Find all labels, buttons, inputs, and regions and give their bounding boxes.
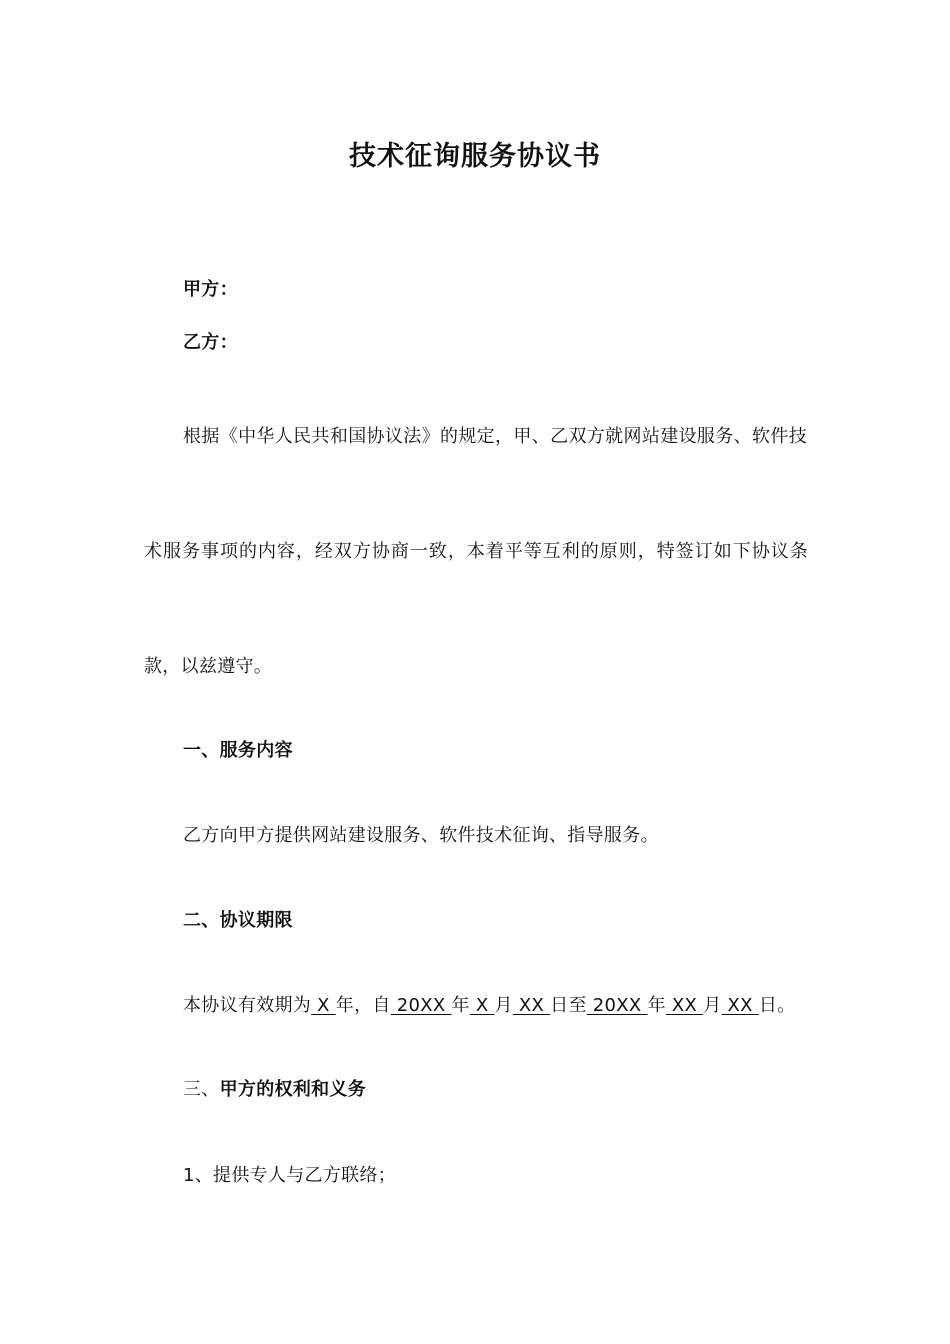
term-text: 本协议有效期为	[183, 995, 312, 1016]
term-text: 年	[451, 995, 470, 1016]
section-1-body: 乙方向甲方提供网站建设服务、软件技术征询、指导服务。	[183, 825, 659, 846]
preamble-line-2: 术服务事项的内容，经双方协商一致，本着平等互利的原则，特签订如下协议条	[144, 541, 808, 562]
term-text: 日至	[550, 995, 587, 1016]
start-month-blank: X	[469, 995, 495, 1016]
term-text: 月	[494, 995, 513, 1016]
term-years-blank: X	[311, 995, 336, 1016]
end-year-blank: 20XX	[586, 995, 648, 1016]
section-3-heading-text: 甲方的权利和义务	[219, 1079, 367, 1100]
term-text: 日。	[758, 995, 796, 1016]
preamble-line-3: 款，以兹遵守。	[144, 656, 273, 677]
term-text: 年，自	[335, 995, 391, 1016]
section-1-heading: 一、服务内容	[183, 740, 293, 761]
start-day-blank: XX	[512, 995, 551, 1016]
preamble-line-1: 根据《中华人民共和国协议法》的规定，甲、乙双方就网站建设服务、软件技	[183, 426, 807, 447]
start-year-blank: 20XX	[390, 995, 452, 1016]
section-3-heading	[183, 1077, 366, 1103]
party-a-label: 甲方：	[183, 279, 238, 300]
end-day-blank: XX	[721, 995, 759, 1016]
section-3-item-1: 1、提供专人与乙方联络；	[183, 1165, 397, 1186]
document-title: 技术征询服务协议书	[349, 141, 601, 172]
term-text: 月	[703, 995, 722, 1016]
agreement-term-line	[183, 993, 795, 1019]
section-3-heading-prefix: 三、	[183, 1079, 220, 1100]
term-text: 年	[647, 995, 666, 1016]
section-2-heading: 二、协议期限	[183, 910, 293, 931]
end-month-blank: XX	[665, 995, 704, 1016]
party-b-label: 乙方：	[183, 332, 238, 353]
